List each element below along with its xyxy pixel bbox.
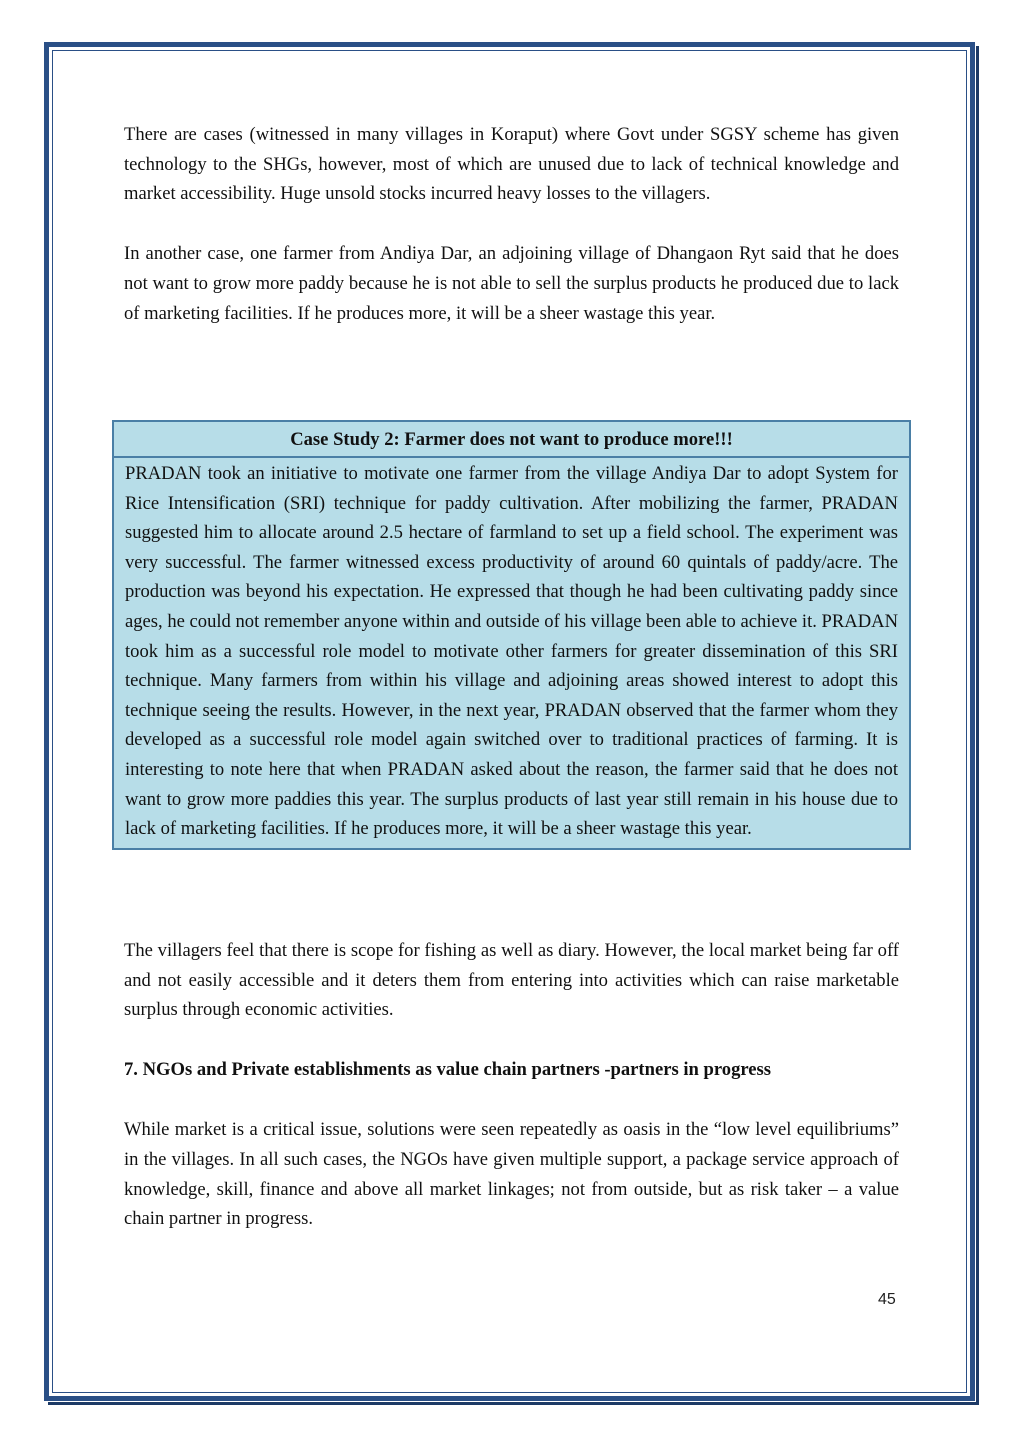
page-number: 45 bbox=[878, 1291, 896, 1308]
bottom-text-block bbox=[124, 936, 899, 1234]
paragraph-market-solutions: While market is a critical issue, solutions were seen repeatedly as oasis in the “low level equilibriums” in the villages. In all such cases, the NGOs have given multiple support, a package service approach of knowledge, skill, finance and above all market linkages; not from outside, but as risk taker – a value chain partner in progress. bbox=[124, 1119, 899, 1230]
section-heading: 7. NGOs and Private establishments as value chain partners -partners in progress bbox=[124, 1059, 772, 1081]
paragraph-andiya-dar-farmer: In another case, one farmer from Andiya Dar, an adjoining village of Dhangaon Ryt said that he does not want to grow more paddy because he is not able to sell the surplus products he produced due to lack of marketing facilities. If he produces more, it will be a sheer wastage this year. bbox=[124, 243, 899, 324]
paragraph-sgsy-cases: There are cases (witnessed in many villages in Koraput) where Govt under SGSY scheme has given technology to the SHGs, however, most of which are unused due to lack of technical knowledge and market accessibility. Huge unsold stocks incurred heavy losses to the villagers. bbox=[124, 124, 899, 205]
case-study-body: PRADAN took an initiative to motivate one farmer from the village Andiya Dar to adopt System for Rice Intensification (SRI) technique for paddy cultivation. After mobilizing the farmer, PRADAN suggested him to allocate around 2.5 hectare of farmland to set up a field school. The experiment was very successful. The farmer witnessed excess productivity of around 60 quintals of paddy/acre. The production was beyond his expectation. He expressed that though he had been cultivating paddy since ages, he could not remember anyone within and outside of his village been able to achieve it. PRADAN took him as a successful role model to motivate other farmers for greater dissemination of this SRI technique. Many farmers from within his village and adjoining areas showed interest to adopt this technique seeing the results. However, in the next year, PRADAN observed that the farmer whom they developed as a successful role model again switched over to traditional practices of farming. It is interesting to note here that when PRADAN asked about the reason, the farmer said that he does not want to grow more paddies this year. The surplus products of last year still remain in his house due to lack of marketing facilities. If he produces more, it will be a sheer wastage this year. bbox=[125, 463, 898, 840]
top-text-block bbox=[124, 120, 899, 328]
case-study-box bbox=[112, 420, 911, 850]
paragraph-fishing-diary: The villagers feel that there is scope for fishing as well as diary. However, the local market being far off and not easily accessible and it deters them from entering into activities which can raise marketable surplus through economic activities. bbox=[124, 940, 899, 1021]
case-study-title: Case Study 2: Farmer does not want to produce more!!! bbox=[114, 422, 909, 458]
